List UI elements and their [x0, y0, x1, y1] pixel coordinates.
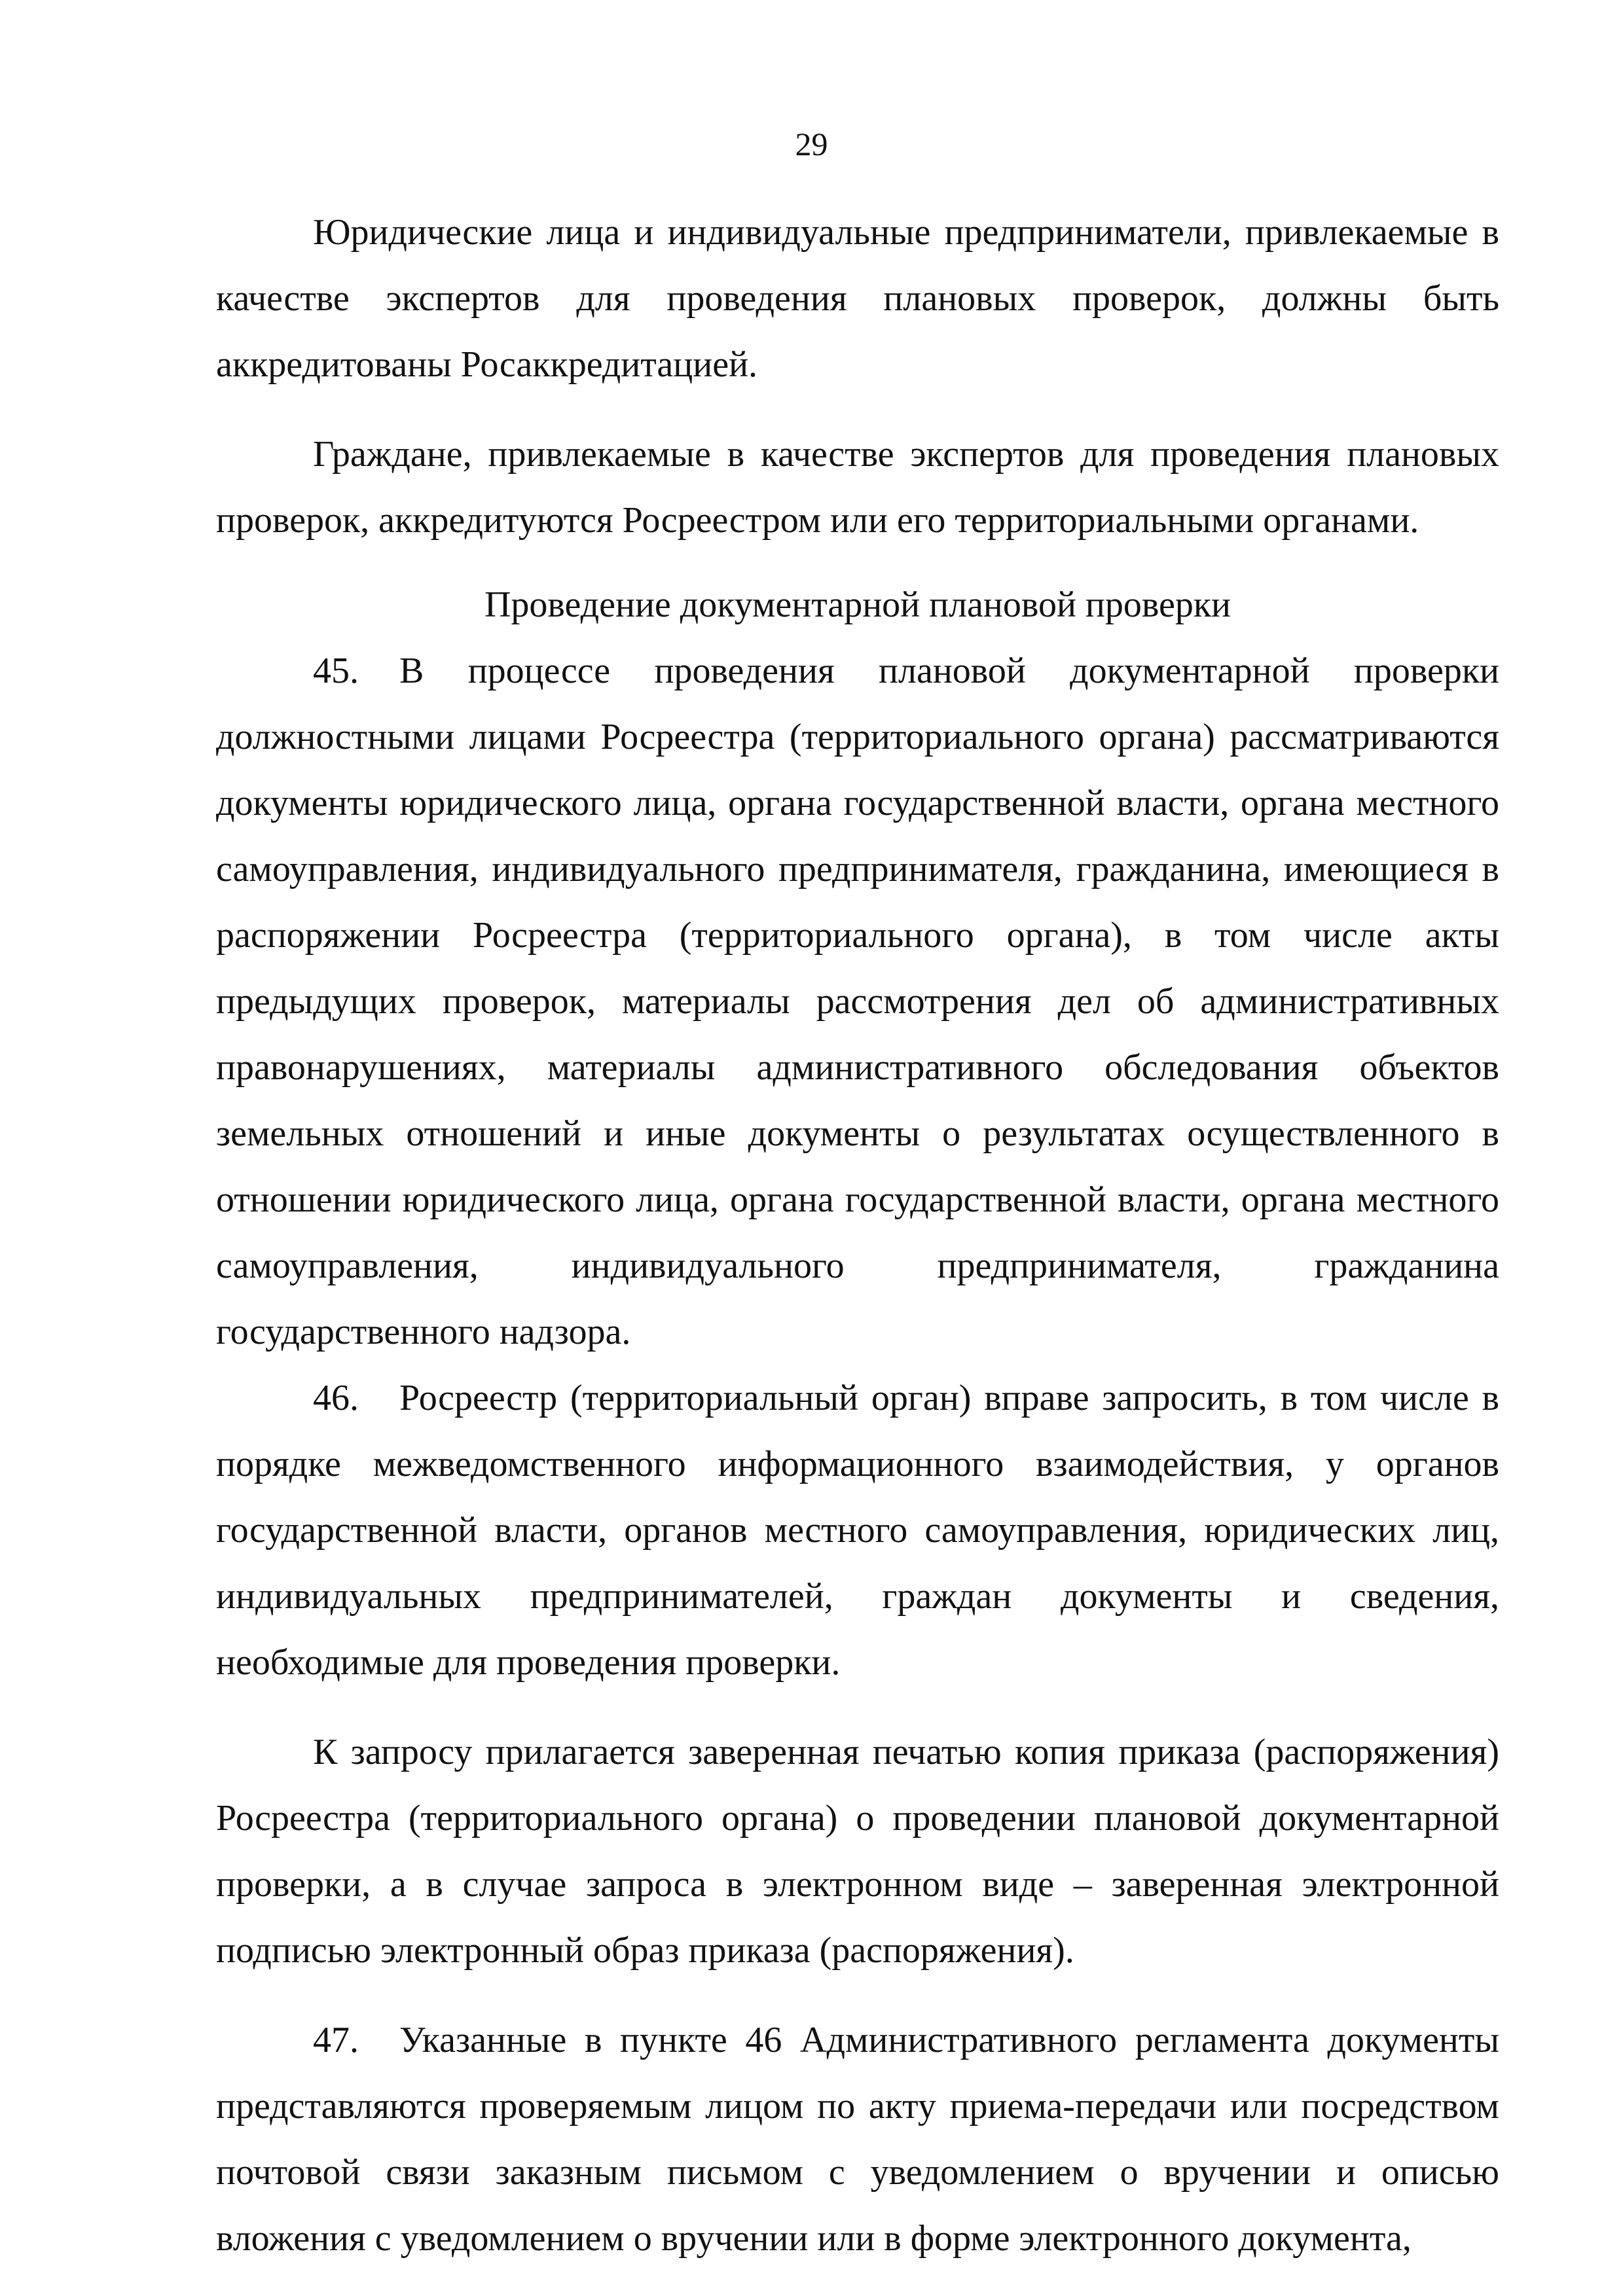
item-number: 45.	[313, 651, 359, 691]
page-number: 29	[795, 126, 828, 162]
list-item-47	[216, 2007, 1499, 2272]
item-number: 47.	[313, 2020, 359, 2060]
item-text: Росреестр (территориальный орган) вправе запросить, в том числе в порядке межведомственного информационного взаимодействия, у органов государственной власти, органов местного самоуправления, юридических лиц, индивидуальных предпринимателей, граждан документы и сведения, необходимые для проведения проверки.	[216, 1378, 1499, 1683]
section-heading: Проведение документарной плановой проверки	[484, 584, 1231, 625]
list-item-45	[216, 638, 1499, 1365]
list-item-46	[216, 1365, 1499, 1696]
item-number: 46.	[313, 1378, 359, 1418]
paragraph-experts-citizens: Граждане, привлекаемые в качестве экспертов для проведения плановых проверок, аккредитуются Росреестром или его территориальными органами.	[216, 434, 1499, 541]
document-body	[216, 200, 1499, 2272]
item-text: Указанные в пункте 46 Административного регламента документы представляются проверяемым лицом по акту приема-передачи или посредством почтовой связи заказным письмом с уведомлением о вручении и описью вложения с уведомлением о вручении или в форме электронного документа,	[216, 2020, 1499, 2259]
item-text: В процессе проведения плановой документарной проверки должностными лицами Росреестра (территориального органа) рассматриваются документы юридического лица, органа государственной власти, органа местного самоуправления, индивидуального предпринимателя, гражданина, имеющиеся в распоряжении Росреестра (территориального органа), в том числе акты предыдущих проверок, материалы рассмотрения дел об административных правонарушениях, материалы административного обследования объектов земельных отношений и иные документы о результатах осуществленного в отношении юридического лица, органа государственной власти, органа местного самоуправления, индивидуального предпринимателя, гражданина государственного надзора.	[216, 651, 1499, 1352]
paragraph-experts-legal-entities: Юридические лица и индивидуальные предприниматели, привлекаемые в качестве экспертов для проведения плановых проверок, должны быть аккредитованы Росаккредитацией.	[216, 212, 1499, 385]
paragraph-attachment: К запросу прилагается заверенная печатью копия приказа (распоряжения) Росреестра (территориального органа) о проведении плановой документарной проверки, а в случае запроса в электронном виде – заверенная электронной подписью электронный образ приказа (распоряжения).	[216, 1732, 1499, 1971]
